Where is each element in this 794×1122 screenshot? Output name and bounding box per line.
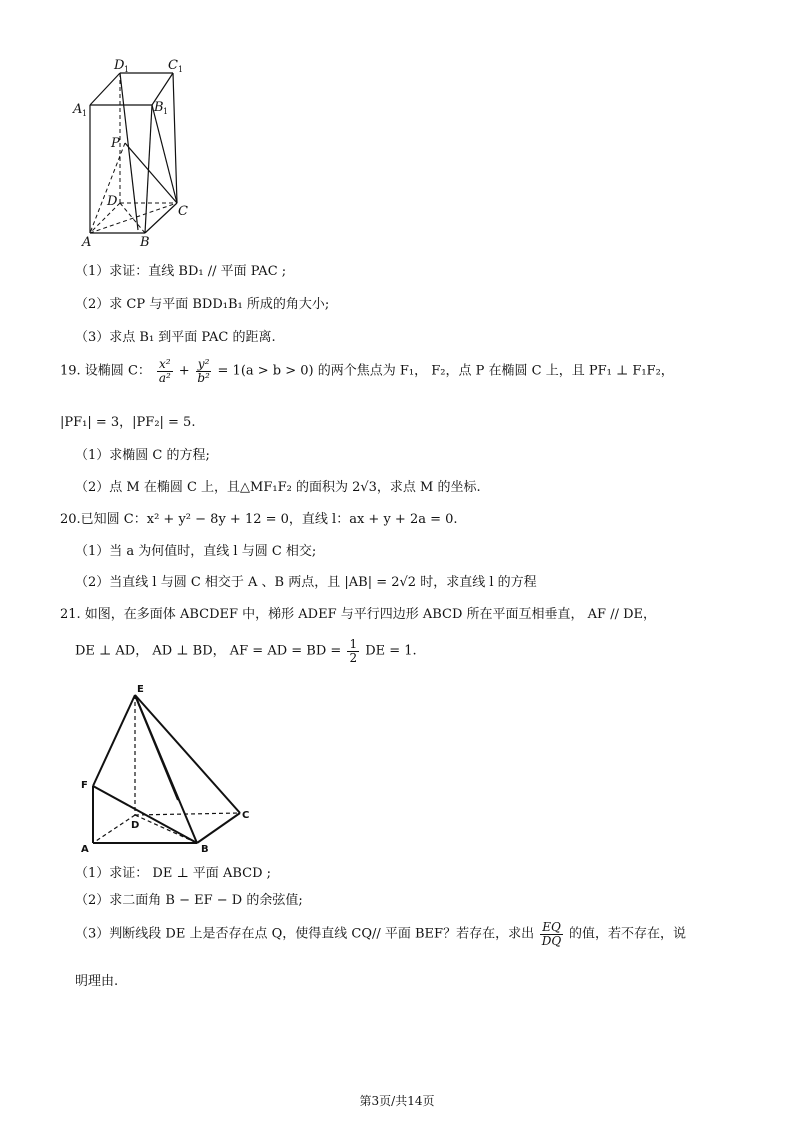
q19-intro-a: 19. 设椭圆 C： (60, 363, 151, 379)
label-d: D (107, 194, 118, 209)
label-f: F (81, 780, 88, 791)
label-a1-sub: 1 (82, 109, 88, 118)
q19-line2: |PF₁| = 3，|PF₂| = 5. (60, 415, 196, 430)
q20-part1: （1）当 a 为何值时，直线 l 与圆 C 相交; (75, 544, 317, 559)
page-footer: 第3页/共14页 (359, 1094, 435, 1108)
label-b: B (140, 235, 150, 250)
q19-part1: （1）求椭圆 C 的方程; (75, 448, 210, 463)
q19-part2: （2）点 M 在椭圆 C 上，且△MF₁F₂ 的面积为 2√3，求点 M 的坐标. (75, 480, 481, 495)
label-c: C (242, 810, 250, 821)
figure-polyhedron (75, 680, 260, 855)
label-a1: A (73, 102, 83, 117)
q21-line2 (75, 638, 417, 664)
q21-part1: （1）求证： DE ⊥ 平面 ABCD ; (75, 866, 272, 881)
label-b1: B (154, 100, 164, 115)
label-c1: C (168, 58, 178, 73)
label-b1-sub: 1 (163, 107, 169, 116)
q19-intro (60, 358, 674, 384)
label-a: A (82, 235, 92, 250)
q21-part3a: （3）判断线段 DE 上是否存在点 Q，使得直线 CQ// 平面 BEF？若存在，求出 (75, 926, 535, 942)
q18-part3: （3）求点 B₁ 到平面 PAC 的距离. (75, 330, 276, 345)
label-d: D (131, 820, 140, 831)
q19-frac-y: $\frac{\text{y²}}{\text{b²}}$ (197, 357, 210, 385)
q19-intro-b: = 1(a > b > 0) 的两个焦点为 F₁， F₂，点 P 在椭圆 C 上，且 PF₁ ⊥ F₁F₂， (217, 363, 674, 379)
q21-half: $\frac{1}{2}$ (349, 637, 358, 665)
label-d1-sub: 1 (124, 65, 130, 74)
q20-part2: （2）当直线 l 与圆 C 相交于 A 、B 两点，且 |AB| = 2√2 时，求直线 l 的方程 (75, 575, 537, 590)
q21-part2: （2）求二面角 B − EF − D 的余弦值; (75, 893, 303, 908)
q21-intro: 21. 如图，在多面体 ABCDEF 中，梯形 ADEF 与平行四边形 ABCD 所在平面互相垂直， AF // DE， (60, 607, 657, 622)
label-p: P (111, 136, 120, 151)
q21-line2a: DE ⊥ AD， AD ⊥ BD， AF = AD = BD = (75, 643, 342, 659)
q18-part1: （1）求证：直线 BD₁ // 平面 PAC ; (75, 264, 287, 279)
label-a: A (81, 844, 89, 855)
q21-part3b: 的值，若不存在，说 (568, 926, 686, 942)
label-b: B (201, 844, 209, 855)
figure-prism (70, 55, 200, 250)
q21-part3 (75, 921, 686, 947)
label-c: C (178, 204, 188, 219)
label-c1-sub: 1 (178, 65, 184, 74)
q21-line2b: DE = 1. (365, 643, 417, 659)
q18-part2: （2）求 CP 与平面 BDD₁B₁ 所成的角大小; (75, 297, 330, 312)
q19-plus: + (178, 363, 190, 379)
q21-part3c: 明理由. (75, 974, 119, 989)
q19-frac-x: $\frac{\text{x²}}{\text{a²}}$ (158, 357, 171, 385)
label-d1: D (114, 58, 125, 73)
q20-intro: 20.已知圆 C：x² + y² − 8y + 12 = 0，直线 l：ax + y + 2a = 0. (60, 512, 458, 527)
q21-frac-eq: $\frac{EQ}{DQ}$ (541, 920, 562, 948)
label-e: E (137, 684, 144, 695)
